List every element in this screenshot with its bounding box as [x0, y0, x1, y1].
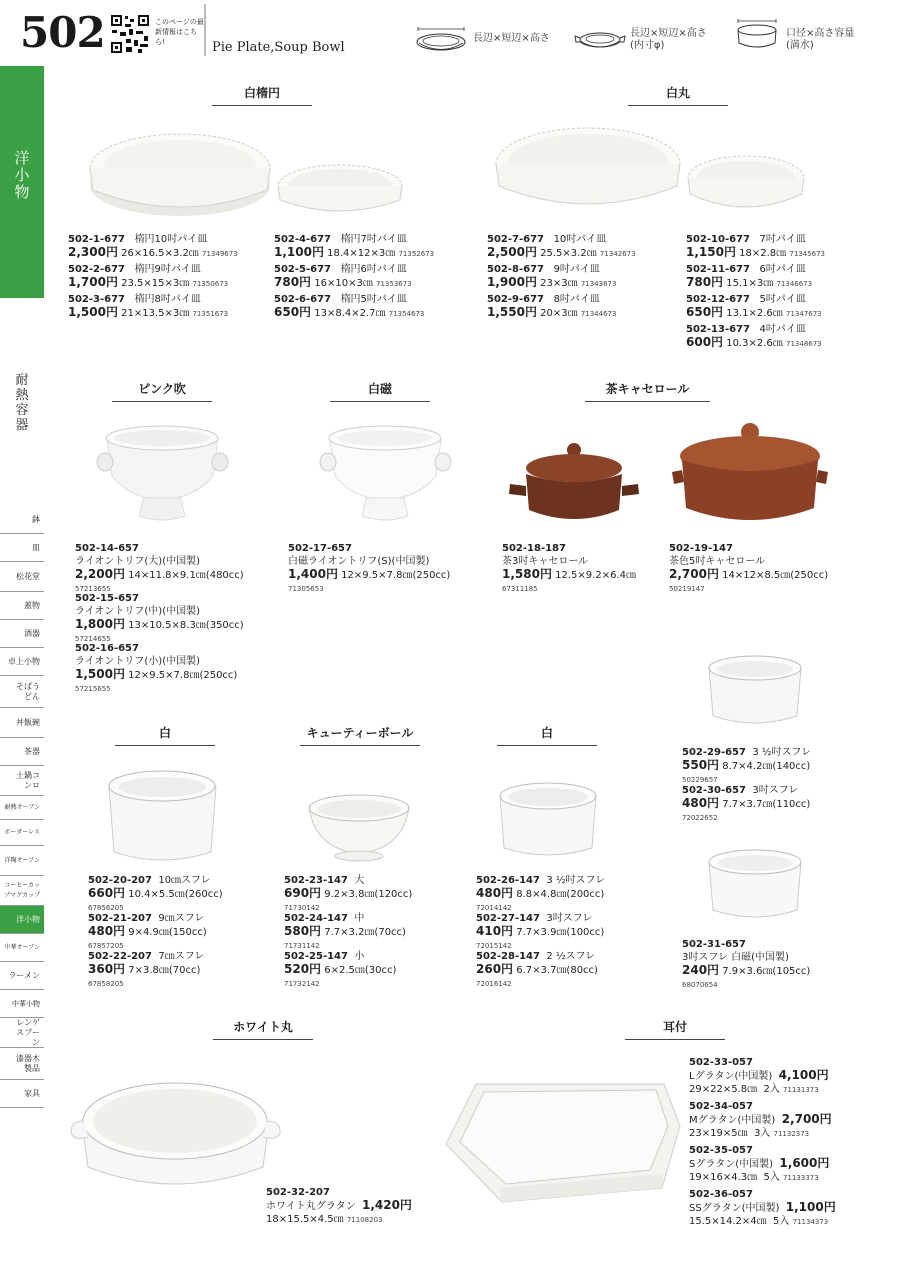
item-name: 茶色5吋キャセロール [669, 556, 766, 567]
item-size: 16×10×3㎝ [314, 278, 373, 289]
item-pack: 5入 [773, 1216, 790, 1227]
item-price: 1,400円 [288, 567, 338, 581]
nav-item-19-label: 漆器木製品 [16, 1053, 40, 1073]
item-jan: 68070654 [682, 981, 718, 989]
item-size: 8.8×4.8㎝(200cc) [516, 889, 605, 900]
item-size: 29×22×5.8㎝ [689, 1084, 758, 1095]
item-price: 1,600円 [779, 1156, 830, 1170]
item-code: 502-16-657 [75, 643, 139, 654]
round-pie-plate-large-image [493, 124, 683, 218]
white-round-gratin-image [68, 1075, 283, 1197]
nav-item-12[interactable]: 洋陶オーブン [0, 846, 44, 876]
item-name: Lグラタン(中国製) [689, 1071, 773, 1082]
item-size: 7.7×3.9㎝(100cc) [516, 927, 605, 938]
nav-item-19[interactable] [0, 1048, 44, 1080]
item-size: 13×10.5×8.3㎝(350cc) [128, 620, 244, 631]
item-price: 780円 [274, 275, 312, 289]
souffle-147-image [496, 778, 600, 862]
item-jan: 67856205 [88, 904, 124, 912]
section-heading-white-round-gratin: ホワイト丸 [233, 1020, 293, 1034]
list-item [68, 263, 228, 291]
item-name: 茶3吋キャセロール [502, 556, 589, 567]
nav-item-9[interactable] [0, 766, 44, 796]
item-code: 502-8-677 [487, 264, 545, 275]
list-item [476, 950, 598, 991]
item-code: 502-7-677 [487, 234, 545, 245]
item-jan: 72015142 [476, 942, 512, 950]
item-code: 502-28-147 [476, 951, 540, 962]
brown-casserole-small-image [505, 440, 643, 526]
nav-item-0[interactable]: 鉢 [0, 506, 44, 534]
item-code: 502-36-057 [689, 1189, 753, 1200]
item-size: 12×9.5×7.8㎝(250cc) [128, 670, 238, 681]
item-name: 3 ½吋スフレ [752, 747, 812, 758]
item-price: 2,700円 [669, 567, 719, 581]
item-jan: 71347673 [786, 310, 822, 318]
item-code: 502-33-057 [689, 1057, 753, 1068]
item-jan: 71731142 [284, 942, 320, 950]
nav-item-6[interactable] [0, 676, 44, 708]
item-jan: 71732142 [284, 980, 320, 988]
item-price: 1,700円 [68, 275, 118, 289]
list-item [75, 642, 237, 696]
list-item [266, 1186, 412, 1227]
item-pack: 5入 [763, 1172, 780, 1183]
list-item [689, 1056, 829, 1097]
item-size: 10.4×5.5㎝(260cc) [128, 889, 223, 900]
nav-item-11[interactable]: ボーダーレス [0, 820, 44, 846]
heading-rule [625, 1039, 725, 1040]
item-size: 14×11.8×9.1㎝(480cc) [128, 570, 244, 581]
item-code: 502-14-657 [75, 543, 139, 554]
qr-note: このページの最新情報はこちら! [155, 18, 204, 46]
item-size: 26×16.5×3.2㎝ [121, 248, 199, 259]
item-size: 23.5×15×3㎝ [121, 278, 190, 289]
nav-item-8[interactable]: 茶器 [0, 738, 44, 766]
nav-item-6-label: そばうどん [16, 681, 40, 701]
item-code: 502-17-657 [288, 543, 352, 554]
item-price: 1,500円 [75, 667, 125, 681]
heading-rule [112, 401, 212, 402]
item-price: 480円 [476, 886, 514, 900]
item-price: 1,580円 [502, 567, 552, 581]
item-size: 7.9×3.6㎝(105cc) [722, 966, 811, 977]
list-item [75, 592, 244, 646]
list-item [502, 542, 636, 596]
item-size: 23×19×5㎝ [689, 1128, 748, 1139]
page-title: Pie Plate,Soup Bowl [212, 40, 345, 55]
item-price: 360円 [88, 962, 126, 976]
item-jan: 72014142 [476, 904, 512, 912]
handled-dish-icon [574, 26, 626, 54]
item-price: 1,100円 [274, 245, 324, 259]
item-price: 520円 [284, 962, 322, 976]
item-name: 楕円10吋パイ皿 [134, 234, 208, 245]
nav-item-1[interactable]: 皿 [0, 534, 44, 562]
nav-item-10[interactable]: 耐熱オーブン [0, 796, 44, 820]
item-pack: 2入 [763, 1084, 780, 1095]
heading-rule [213, 1039, 313, 1040]
list-item [689, 1188, 836, 1229]
item-jan: 67311185 [502, 585, 538, 593]
item-price: 550円 [682, 758, 720, 772]
list-item [284, 950, 396, 991]
item-jan: 71345673 [789, 250, 825, 258]
item-size: 12×9.5×7.8㎝(250cc) [341, 570, 451, 581]
list-item [75, 542, 244, 596]
nav-item-20[interactable]: 家具 [0, 1080, 44, 1108]
item-jan: 71346673 [776, 280, 813, 288]
category-tab-label: 洋小物 [14, 149, 30, 201]
item-price: 410円 [476, 924, 514, 938]
list-item [476, 874, 605, 915]
item-price: 1,500円 [68, 305, 118, 319]
item-code: 502-25-147 [284, 951, 348, 962]
heading-rule [212, 105, 312, 106]
nav-item-2[interactable]: 松花堂 [0, 562, 44, 592]
item-code: 502-12-677 [686, 294, 750, 305]
list-item [284, 874, 412, 915]
item-name: 楕円5吋パイ皿 [340, 294, 407, 305]
item-name: 5吋パイ皿 [759, 294, 806, 305]
heading-rule [497, 745, 597, 746]
item-name: 9㎝スフレ [158, 913, 205, 924]
cutie-bowl-image [305, 790, 413, 862]
item-price: 2,300円 [68, 245, 118, 259]
nav-item-14[interactable]: 洋小物 [0, 906, 44, 934]
nav-item-17[interactable]: 中華小物 [0, 990, 44, 1018]
item-price: 1,800円 [75, 617, 125, 631]
item-name: 4吋パイ皿 [759, 324, 806, 335]
list-item [487, 293, 616, 321]
item-name: 8吋パイ皿 [553, 294, 600, 305]
item-jan: 71354673 [388, 310, 425, 318]
list-item [88, 912, 207, 953]
item-name: 7㎝スフレ [158, 951, 205, 962]
item-code: 502-2-677 [68, 264, 126, 275]
item-code: 502-19-147 [669, 543, 733, 554]
heading-rule [330, 401, 430, 402]
item-code: 502-22-207 [88, 951, 152, 962]
item-name: ホワイト丸グラタン [266, 1201, 356, 1212]
item-jan: 71348673 [786, 340, 822, 348]
item-size: 12.5×9.2×6.4㎝ [555, 570, 636, 581]
list-item [686, 263, 812, 291]
item-name: 小 [354, 951, 365, 962]
item-size: 21×13.5×3㎝ [121, 308, 190, 319]
legend-text-1: 長辺×短辺×高さ [473, 33, 550, 44]
item-name: 10㎝スフレ [158, 875, 211, 886]
item-jan: 71344673 [580, 310, 617, 318]
item-jan: 71352673 [398, 250, 435, 258]
list-item [689, 1100, 832, 1141]
list-item [669, 542, 828, 596]
section-heading-white-b: 白 [540, 726, 553, 740]
item-code: 502-20-207 [88, 875, 152, 886]
item-name: ライオントリフ(大)(中国製) [75, 556, 201, 567]
item-name: 2 ½スフレ [546, 951, 596, 962]
item-size: 15.1×3㎝ [726, 278, 774, 289]
item-size: 7.7×3.2㎝(70cc) [324, 927, 406, 938]
nav-item-15[interactable]: 中華オーブン [0, 934, 44, 962]
eared-gratin-image [436, 1070, 684, 1206]
item-name: 白磁ライオントリフ(S)(中国製) [288, 556, 430, 567]
section-heading-cutie-bowl: キューティーボール [306, 726, 414, 740]
item-name: 7吋パイ皿 [759, 234, 806, 245]
item-jan: 50219147 [669, 585, 705, 593]
item-price: 480円 [88, 924, 126, 938]
nav-item-7[interactable] [0, 708, 44, 738]
nav-item-18-label: レンゲスプーン [16, 1017, 40, 1047]
souffle-357-large-image [705, 652, 805, 730]
item-jan: 71134373 [792, 1218, 829, 1226]
item-code: 502-4-677 [274, 234, 332, 245]
item-name: 楕円9吋パイ皿 [134, 264, 201, 275]
item-code: 502-32-207 [266, 1187, 330, 1198]
list-item [88, 874, 223, 915]
item-name: 楕円7吋パイ皿 [340, 234, 407, 245]
legend-text-2: 長辺×短辺×高さ(内寸φ) [630, 28, 707, 51]
item-price: 1,100円 [785, 1200, 836, 1214]
item-size: 18.4×12×3㎝ [327, 248, 396, 259]
item-price: 580円 [284, 924, 322, 938]
item-jan: 67857205 [88, 942, 124, 950]
nav-item-3[interactable]: 蓋物 [0, 592, 44, 620]
item-name: 中 [354, 913, 365, 924]
item-size: 23×3㎝ [540, 278, 578, 289]
item-jan: 71342673 [599, 250, 636, 258]
item-code: 502-18-187 [502, 543, 566, 554]
item-code: 502-24-147 [284, 913, 348, 924]
item-price: 1,900円 [487, 275, 537, 289]
item-name: Sグラタン(中国製) [689, 1159, 774, 1170]
item-size: 18×15.5×4.5㎝ [266, 1214, 344, 1225]
item-price: 650円 [686, 305, 724, 319]
item-price: 780円 [686, 275, 724, 289]
section-heading-pink: ピンク吹 [138, 382, 186, 396]
item-price: 1,420円 [361, 1198, 412, 1212]
item-jan: 71353673 [376, 280, 412, 288]
list-item [689, 1144, 829, 1185]
item-pack: 3入 [753, 1128, 771, 1139]
item-name: SSグラタン(中国製) [689, 1203, 780, 1214]
item-code: 502-15-657 [75, 593, 139, 604]
list-item [686, 233, 825, 261]
heading-rule [585, 401, 710, 402]
nav-item-9-label: 土鍋コンロ [16, 770, 40, 790]
item-code: 502-5-677 [274, 264, 332, 275]
item-name: 3吋スフレ [546, 913, 593, 924]
item-code: 502-1-677 [68, 234, 126, 245]
item-jan: 71343673 [580, 280, 617, 288]
nav-item-7-label: 丼飯碗 [16, 717, 40, 727]
item-code: 502-13-677 [686, 324, 750, 335]
list-item [682, 938, 810, 992]
nav-item-18[interactable] [0, 1018, 44, 1048]
souffle-10cm-image [105, 766, 220, 868]
item-code: 502-34-057 [689, 1101, 753, 1112]
item-jan: 50229657 [682, 776, 718, 784]
item-code: 502-29-657 [682, 747, 746, 758]
item-code: 502-21-207 [88, 913, 152, 924]
qr-code-icon[interactable] [110, 14, 150, 54]
heading-rule [115, 745, 215, 746]
item-size: 15.5×14.2×4㎝ [689, 1216, 767, 1227]
item-price: 690円 [284, 886, 322, 900]
section-heading-eared: 耳付 [662, 1020, 687, 1034]
item-jan: 71305653 [288, 585, 324, 593]
item-size: 20×3㎝ [540, 308, 578, 319]
item-price: 2,200円 [75, 567, 125, 581]
item-price: 2,700円 [781, 1112, 832, 1126]
item-jan: 71131373 [783, 1086, 819, 1094]
item-jan: 57214655 [75, 635, 111, 643]
item-code: 502-27-147 [476, 913, 540, 924]
item-code: 502-10-677 [686, 234, 750, 245]
oval-dish-icon [412, 26, 470, 56]
item-code: 502-30-657 [682, 785, 746, 796]
list-item [274, 293, 424, 321]
round-pie-plate-small-image [685, 150, 807, 220]
item-code: 502-35-057 [689, 1145, 753, 1156]
item-price: 4,100円 [778, 1068, 829, 1082]
item-code: 502-31-657 [682, 939, 746, 950]
item-price: 650円 [274, 305, 312, 319]
brown-casserole-large-image [670, 420, 830, 530]
heading-rule [300, 745, 420, 746]
item-price: 240円 [682, 963, 720, 977]
item-name: 6吋パイ皿 [759, 264, 806, 275]
item-jan: 67858205 [88, 980, 124, 988]
oval-pie-plate-small-image [275, 160, 405, 220]
section-heading-white-round: 白丸 [665, 86, 690, 100]
page-number: 502 [20, 8, 105, 57]
item-price: 1,150円 [686, 245, 736, 259]
list-item [68, 293, 228, 321]
item-size: 14×12×8.5㎝(250cc) [722, 570, 829, 581]
list-item [284, 912, 406, 953]
oval-pie-plate-large-image [85, 128, 275, 220]
item-name: 3 ½吋スフレ [546, 875, 606, 886]
item-size: 19×16×4.3㎝ [689, 1172, 758, 1183]
item-name: 大 [354, 875, 365, 886]
item-jan: 71349673 [202, 250, 238, 258]
item-size: 10.3×2.6㎝ [726, 338, 783, 349]
item-code: 502-3-677 [68, 294, 126, 305]
item-size: 7.7×3.7㎝(110cc) [722, 799, 811, 810]
section-heading-white-a: 白 [158, 726, 171, 740]
item-jan: 71730142 [284, 904, 320, 912]
item-price: 660円 [88, 886, 126, 900]
list-item [68, 233, 238, 261]
item-size: 25.5×3.2㎝ [540, 248, 597, 259]
round-bowl-icon [734, 18, 780, 52]
nav-item-4[interactable]: 酒器 [0, 620, 44, 648]
item-jan: 57215655 [75, 685, 111, 693]
item-price: 2,500円 [487, 245, 537, 259]
item-jan: 71351673 [192, 310, 229, 318]
souffle-porcelain-image [705, 844, 805, 924]
item-jan: 57213655 [75, 585, 111, 593]
lion-bowl-porcelain-image [318, 418, 453, 524]
item-code: 502-11-677 [686, 264, 750, 275]
item-code: 502-23-147 [284, 875, 348, 886]
item-price: 260円 [476, 962, 514, 976]
item-price: 600円 [686, 335, 724, 349]
heading-rule [628, 105, 728, 106]
item-size: 8.7×4.2㎝(140cc) [722, 761, 811, 772]
item-price: 1,550円 [487, 305, 537, 319]
item-jan: 71108203 [346, 1216, 383, 1224]
nav-item-13[interactable] [0, 876, 44, 906]
item-name: ライオントリフ(中)(中国製) [75, 606, 201, 617]
item-name: 楕円6吋パイ皿 [340, 264, 407, 275]
lion-bowl-pink-image [95, 418, 230, 524]
item-name: 10吋パイ皿 [553, 234, 607, 245]
item-jan: 71350673 [192, 280, 229, 288]
item-name: 3吋スフレ [752, 785, 799, 796]
list-item [274, 263, 412, 291]
item-size: 7×3.8㎝(70cc) [128, 965, 201, 976]
item-code: 502-9-677 [487, 294, 545, 305]
list-item [686, 293, 822, 321]
item-name: ライオントリフ(小)(中国製) [75, 656, 201, 667]
item-code: 502-6-677 [274, 294, 332, 305]
list-item [88, 950, 204, 991]
section-heading-porcelain: 白磁 [367, 382, 392, 396]
item-size: 9×4.9㎝(150cc) [128, 927, 207, 938]
nav-item-5[interactable]: 卓上小物 [0, 648, 44, 676]
list-item [682, 784, 810, 825]
header-divider [204, 4, 206, 56]
section-heading-brown-casserole: 茶キャセロール [605, 382, 690, 396]
item-size: 9.2×3.8㎝(120cc) [324, 889, 413, 900]
item-price: 480円 [682, 796, 720, 810]
section-label: 耐熱容器 [15, 373, 29, 433]
nav-item-13-label: コーヒーカップマグカップ [4, 881, 40, 899]
item-size: 13×8.4×2.7㎝ [314, 308, 386, 319]
legend-text-3: 口径×高さ容量(満水) [786, 28, 855, 51]
item-name: 9吋パイ皿 [553, 264, 600, 275]
item-size: 13.1×2.6㎝ [726, 308, 783, 319]
item-name: 楕円8吋パイ皿 [134, 294, 201, 305]
item-jan: 71132373 [773, 1130, 810, 1138]
list-item [487, 233, 636, 261]
section-heading-white-oval: 白楕円 [243, 86, 280, 100]
list-item [682, 746, 811, 787]
item-size: 18×2.8㎝ [739, 248, 787, 259]
list-item [288, 542, 450, 596]
item-size: 6.7×3.7㎝(80cc) [516, 965, 598, 976]
item-jan: 71133373 [783, 1174, 819, 1182]
item-name: 3吋スフレ 白磁(中国製) [682, 952, 789, 963]
list-item [686, 323, 822, 351]
item-size: 6×2.5㎝(30cc) [324, 965, 397, 976]
item-jan: 72016142 [476, 980, 512, 988]
item-jan: 72022652 [682, 814, 718, 822]
item-name: Mグラタン(中国製) [689, 1115, 776, 1126]
list-item [476, 912, 604, 953]
item-code: 502-26-147 [476, 875, 540, 886]
nav-item-16[interactable]: ラーメン [0, 962, 44, 990]
list-item [487, 263, 616, 291]
list-item [274, 233, 434, 261]
